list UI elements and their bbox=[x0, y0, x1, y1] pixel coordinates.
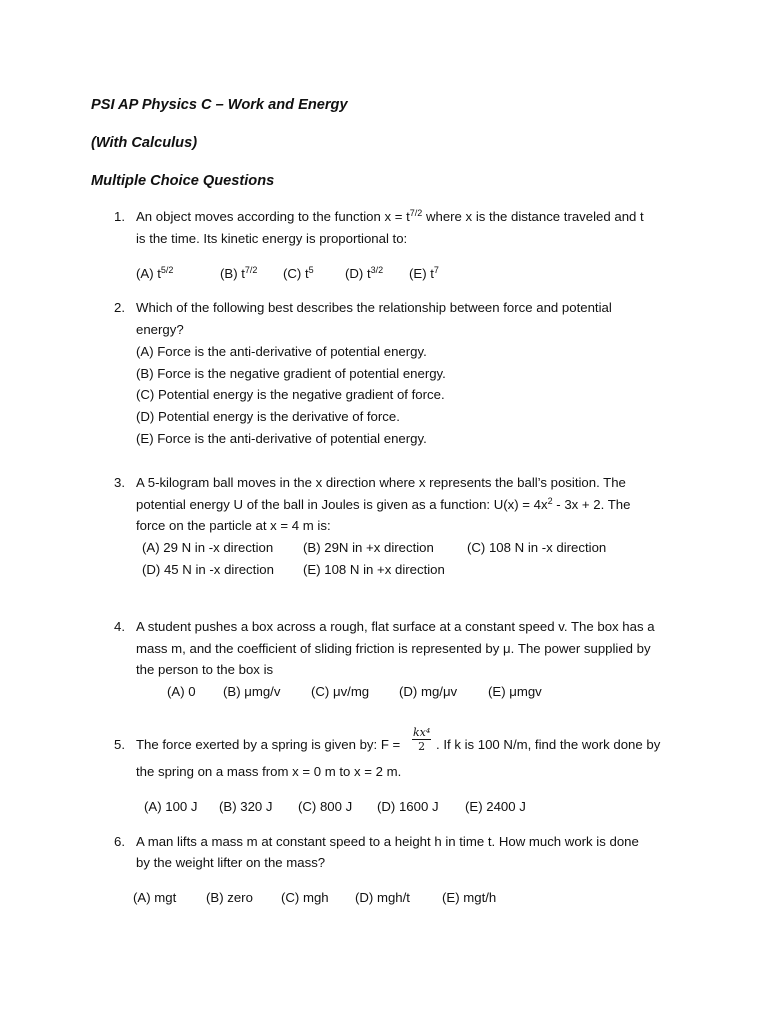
question-text-line: force on the particle at x = 4 m is: bbox=[136, 518, 331, 533]
answer-choice-b[interactable]: (B) 320 J bbox=[219, 799, 273, 814]
question-number: 1. bbox=[114, 209, 125, 224]
answer-choice-b[interactable]: (B) μmg/v bbox=[223, 684, 281, 699]
question-text-line: A 5-kilogram ball moves in the x direction where x represents the ball’s position. The bbox=[136, 475, 626, 490]
question-text-line: the person to the box is bbox=[136, 662, 274, 677]
answer-choice-c[interactable]: (C) 800 J bbox=[298, 799, 353, 814]
question-text-line: A student pushes a box across a rough, flat surface at a constant speed v. The box has a bbox=[136, 619, 655, 634]
answer-choice-e[interactable]: (E) mgt/h bbox=[442, 890, 497, 905]
answer-choice-d[interactable]: (D) mg/μv bbox=[399, 684, 458, 699]
answer-choice-b[interactable]: (B) 29N in +x direction bbox=[303, 540, 434, 555]
answer-choice-c[interactable]: (C) Potential energy is the negative gradient of force. bbox=[136, 387, 445, 402]
spring-force-fraction: $\frac{\text{kx⁴}}{2}$ bbox=[413, 726, 431, 753]
answer-choice-a[interactable]: (A) 0 bbox=[167, 684, 196, 699]
answer-choice-c[interactable]: (C) μv/mg bbox=[311, 684, 370, 699]
question-text-line: . If k is 100 N/m, find the work done by bbox=[436, 737, 661, 752]
answer-choice-c[interactable]: (C) 108 N in -x direction bbox=[467, 540, 607, 555]
answer-choice-d[interactable]: (D) mgh/t bbox=[355, 890, 410, 905]
section-heading: Multiple Choice Questions bbox=[91, 173, 275, 189]
answer-choice-e[interactable]: (E) Force is the anti-derivative of potential energy. bbox=[136, 431, 427, 446]
answer-choice-a[interactable]: (A) 29 N in -x direction bbox=[142, 540, 274, 555]
answer-choice-a[interactable]: (A) mgt bbox=[133, 890, 177, 905]
answer-choice-d[interactable]: (D) 45 N in -x direction bbox=[142, 562, 274, 577]
question-number: 4. bbox=[114, 619, 125, 634]
question-text-line: mass m, and the coefficient of sliding friction is represented by μ. The power supplied by bbox=[136, 641, 651, 656]
question-number: 6. bbox=[114, 834, 125, 849]
question-number: 5. bbox=[114, 737, 125, 752]
answer-choice-b[interactable]: (B) Force is the negative gradient of potential energy. bbox=[136, 366, 446, 381]
question-text-line: Which of the following best describes the relationship between force and potential bbox=[136, 300, 612, 315]
question-number: 3. bbox=[114, 475, 125, 490]
question-text-line: An object moves according to the function $x = t^{7/2}$ where x is the distance traveled and t bbox=[136, 208, 644, 224]
question-text-line: the spring on a mass from x = 0 m to x = 2 m. bbox=[136, 764, 402, 779]
answer-choice-b[interactable]: (B) zero bbox=[206, 890, 253, 905]
question-text-line: is the time. Its kinetic energy is proportional to: bbox=[136, 231, 408, 246]
question-text-line: The force exerted by a spring is given by: F = bbox=[136, 737, 401, 752]
answer-choice-a[interactable]: (A) $t^{5/2}$ bbox=[136, 265, 174, 281]
answer-choice-d[interactable]: (D) Potential energy is the derivative of force. bbox=[136, 409, 400, 424]
question-text-line: A man lifts a mass m at constant speed to a height h in time t. How much work is done bbox=[136, 834, 639, 849]
answer-choice-d[interactable]: (D) 1600 J bbox=[377, 799, 439, 814]
question-number: 2. bbox=[114, 300, 125, 315]
answer-choice-e[interactable]: (E) 2400 J bbox=[465, 799, 526, 814]
answer-choice-e[interactable]: (E) 108 N in +x direction bbox=[303, 562, 445, 577]
answer-choice-d[interactable]: (D) $t^{3/2}$ bbox=[345, 265, 384, 281]
question-text-line: potential energy U of the ball in Joules is given as a function: $U(x) = 4x^2 - 3x + 2$. The bbox=[136, 496, 631, 512]
answer-choice-e[interactable]: (E) $t^7$ bbox=[409, 265, 439, 281]
question-text-line: energy? bbox=[136, 322, 184, 337]
document-subtitle: (With Calculus) bbox=[91, 135, 198, 151]
answer-choice-a[interactable]: (A) Force is the anti-derivative of potential energy. bbox=[136, 344, 427, 359]
answer-choice-c[interactable]: (C) $t^5$ bbox=[283, 265, 314, 281]
answer-choice-e[interactable]: (E) μmgv bbox=[488, 684, 542, 699]
question-text-line: by the weight lifter on the mass? bbox=[136, 855, 326, 870]
answer-choice-b[interactable]: (B) $t^{7/2}$ bbox=[220, 265, 258, 281]
answer-choice-a[interactable]: (A) 100 J bbox=[144, 799, 198, 814]
answer-choice-c[interactable]: (C) mgh bbox=[281, 890, 329, 905]
document-title: PSI AP Physics C – Work and Energy bbox=[91, 97, 348, 113]
